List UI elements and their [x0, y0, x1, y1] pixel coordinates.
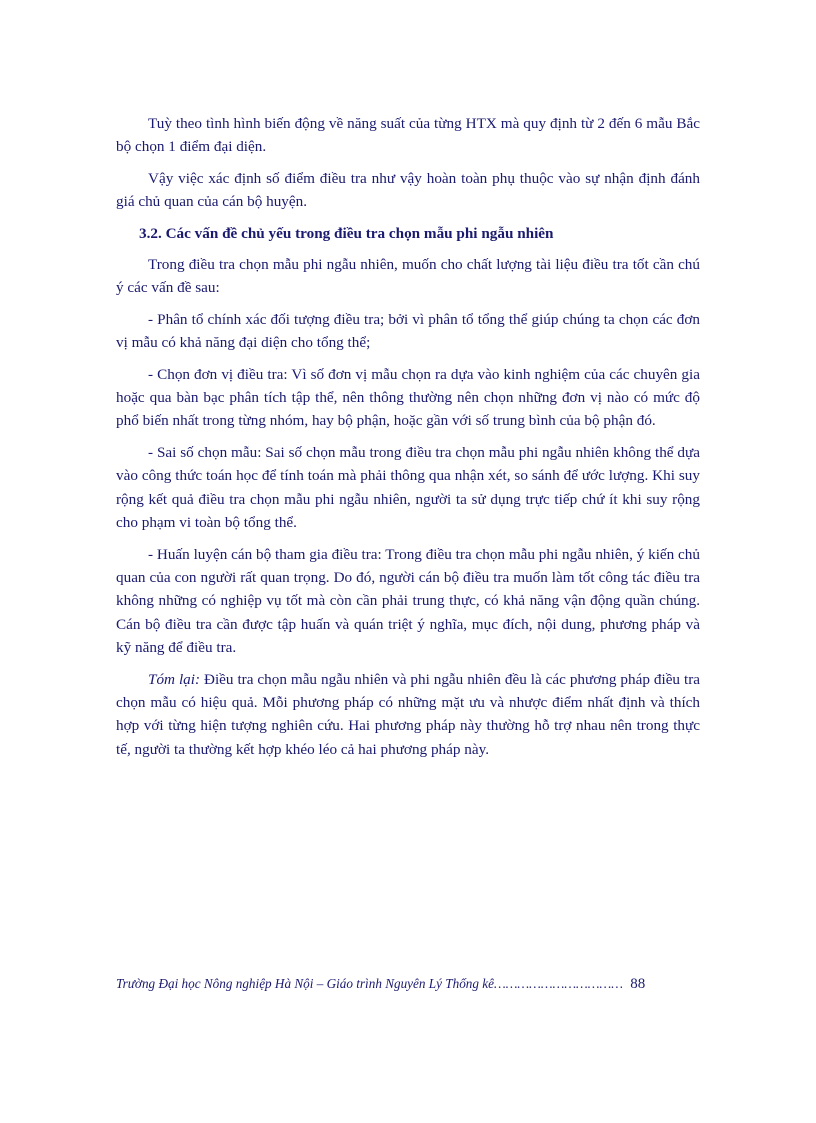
- paragraph-3: Trong điều tra chọn mẫu phi ngẫu nhiên, muốn cho chất lượng tài liệu điều tra tốt cần chú ý các vấn đề sau:: [116, 256, 700, 297]
- section-heading: 3.2. Các vấn đề chủ yếu trong điều tra chọn mẫu phi ngẫu nhiên: [139, 224, 554, 242]
- page-footer: [116, 976, 700, 993]
- paragraph-7: - Huấn luyện cán bộ tham gia điều tra: Trong điều tra chọn mẫu phi ngẫu nhiên, ý kiến chủ quan của con người rất quan trọng. Do đó, người cán bộ điều tra muốn làm tốt công tác điều tra không những có nghiệp vụ tốt mà còn cần phải trung thực, có khả năng vận động quần chúng. Cán bộ điều tra cần được tập huấn và quán triệt ý nghĩa, mục đích, nội dung, phương pháp và kỹ năng để điều tra.: [116, 545, 700, 657]
- paragraph-8: [116, 668, 700, 762]
- footer-text: Trường Đại học Nông nghiệp Hà Nội – Giáo trình Nguyên Lý Thống kê……………………………: [116, 976, 623, 991]
- summary-lead: Tóm lại:: [148, 670, 201, 688]
- summary-text: Điều tra chọn mẫu ngẫu nhiên và phi ngẫu nhiên đều là các phương pháp điều tra chọn mẫu có hiệu quả. Mỗi phương pháp có những mặt ưu và nhược điểm nhất định và thích hợp với từng hiện tượng nghiên cứu. Hai phương pháp này thường hỗ trợ nhau nên trong thực tế, người ta thường kết hợp khéo léo cả hai phương pháp này.: [116, 670, 700, 758]
- paragraph-5: - Chọn đơn vị điều tra: Vì số đơn vị mẫu chọn ra dựa vào kinh nghiệm của các chuyên gia hoặc qua bàn bạc phân tích tập thể, nên thông thường nên chọn những đơn vị nào có mức độ phổ biến nhất trong từng nhóm, hay bộ phận, hoặc gần với số trung bình của bộ phận đó.: [116, 365, 700, 430]
- paragraph-6: - Sai số chọn mẫu: Sai số chọn mẫu trong điều tra chọn mẫu phi ngẫu nhiên không thể dựa vào công thức toán học để tính toán mà phải thông qua nhận xét, so sánh để ước lượng. Khi suy rộng kết quả điều tra chọn mẫu phi ngẫu nhiên, người ta sử dụng trực tiếp chứ ít khi suy rộng cho phạm vi toàn bộ tổng thể.: [116, 443, 700, 532]
- paragraph-1: Tuỳ theo tình hình biến động về năng suất của từng HTX mà quy định từ 2 đến 6 mẫu Bắc bộ chọn 1 điểm đại diện.: [116, 115, 700, 156]
- page-number: 88: [630, 976, 646, 992]
- paragraph-4: - Phân tổ chính xác đối tượng điều tra; bởi vì phân tổ tổng thể giúp chúng ta chọn các đơn vị mẫu có khả năng đại diện cho tổng thể;: [116, 310, 700, 352]
- page-body: [116, 112, 700, 769]
- paragraph-2: Vậy việc xác định số điểm điều tra như vậy hoàn toàn phụ thuộc vào sự nhận định đánh giá chủ quan của cán bộ huyện.: [116, 169, 700, 211]
